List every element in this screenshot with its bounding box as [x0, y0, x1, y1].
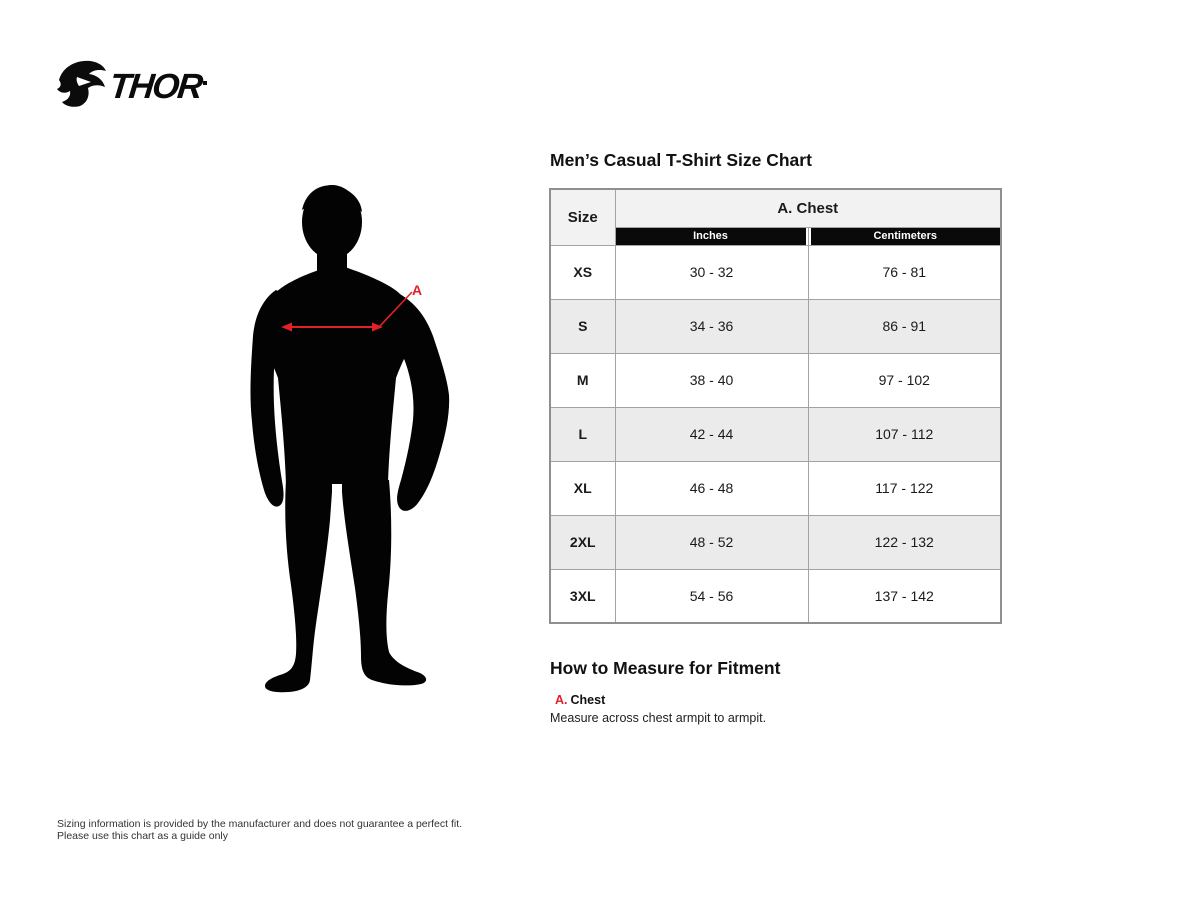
- centimeters-cell: 117 - 122: [808, 461, 1001, 515]
- centimeters-cell: 76 - 81: [808, 245, 1001, 299]
- centimeters-cell: 86 - 91: [808, 299, 1001, 353]
- size-cell: 2XL: [550, 515, 615, 569]
- table-row-xs: [550, 245, 1001, 299]
- table-row-3xl: [550, 569, 1001, 623]
- thor-goat-icon: [56, 58, 108, 108]
- centimeters-header-cell: [808, 227, 1001, 245]
- measure-item-description: Measure across chest armpit to armpit.: [550, 711, 767, 725]
- measure-item-key: A.: [555, 693, 568, 707]
- inches-cell: 46 - 48: [615, 461, 808, 515]
- centimeters-cell: 137 - 142: [808, 569, 1001, 623]
- table-row-m: [550, 353, 1001, 407]
- centimeters-cell: 122 - 132: [808, 515, 1001, 569]
- chest-group-header: A. Chest: [615, 189, 1001, 227]
- size-cell: XS: [550, 245, 615, 299]
- centimeters-cell: 107 - 112: [808, 407, 1001, 461]
- size-cell: 3XL: [550, 569, 615, 623]
- size-cell: L: [550, 407, 615, 461]
- inches-cell: 38 - 40: [615, 353, 808, 407]
- inches-header-cell: [615, 227, 808, 245]
- male-silhouette: [240, 180, 470, 710]
- size-cell: M: [550, 353, 615, 407]
- size-cell: XL: [550, 461, 615, 515]
- size-column-header: Size: [550, 189, 615, 245]
- size-chart-title: Men’s Casual T-Shirt Size Chart: [550, 150, 812, 170]
- brand-wordmark: THOR: [107, 66, 203, 106]
- table-row-l: [550, 407, 1001, 461]
- measure-item-chest: [555, 693, 605, 707]
- size-chart-table: [549, 188, 1002, 624]
- trademark-dot: [203, 81, 207, 85]
- table-row-2xl: [550, 515, 1001, 569]
- inches-cell: 42 - 44: [615, 407, 808, 461]
- inches-cell: 48 - 52: [615, 515, 808, 569]
- centimeters-header: Centimeters: [811, 228, 1001, 245]
- inches-cell: 54 - 56: [615, 569, 808, 623]
- inches-header: Inches: [616, 228, 806, 245]
- disclaimer-line-2: Please use this chart as a guide only: [57, 830, 229, 843]
- disclaimer-line-1: Sizing information is provided by the manufacturer and does not guarantee a perfect fit.: [57, 818, 463, 830]
- measure-item-label: Chest: [570, 693, 606, 707]
- chest-marker-label: A: [412, 282, 423, 298]
- unit-header-row: [550, 227, 1001, 245]
- size-cell: S: [550, 299, 615, 353]
- brand-logo: [56, 58, 207, 108]
- disclaimer: [57, 818, 462, 843]
- table-row-s: [550, 299, 1001, 353]
- measure-heading: How to Measure for Fitment: [550, 658, 781, 678]
- inches-cell: 30 - 32: [615, 245, 808, 299]
- table-row-xl: [550, 461, 1001, 515]
- header-row: [550, 189, 1001, 227]
- inches-cell: 34 - 36: [615, 299, 808, 353]
- centimeters-cell: 97 - 102: [808, 353, 1001, 407]
